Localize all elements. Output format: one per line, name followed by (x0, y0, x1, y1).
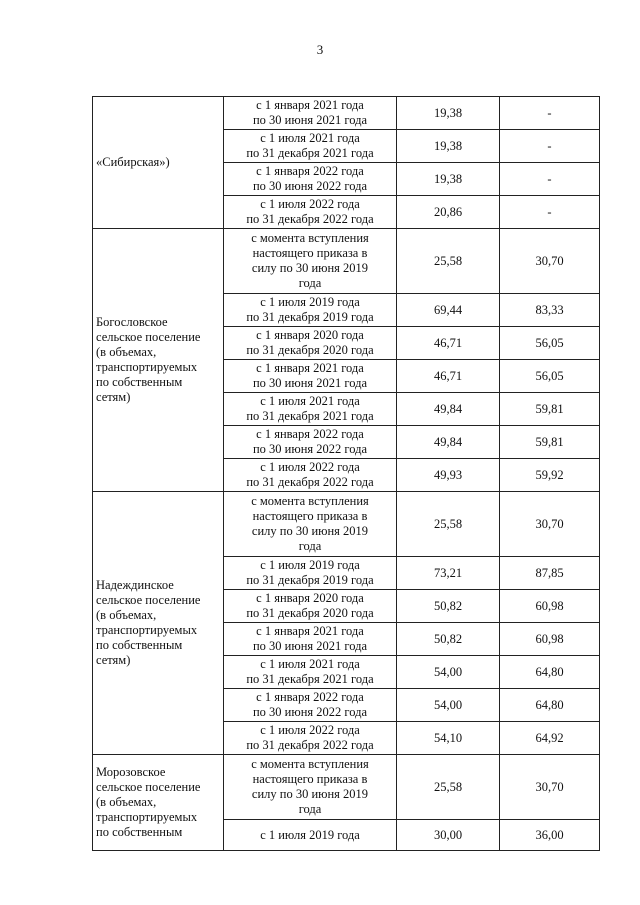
period-line: года (298, 802, 322, 816)
tariff-value-with-vat-cell: 83,33 (500, 294, 600, 327)
period-cell (224, 196, 397, 229)
period-line: силу по 30 июня 2019 (251, 524, 369, 538)
tariff-value-with-vat-cell: 30,70 (500, 229, 600, 294)
settlement-name-line: по собственным (96, 375, 183, 389)
period-line: по 31 декабря 2021 года (246, 146, 374, 160)
tariff-value-cell: 19,38 (397, 130, 500, 163)
period-cell (224, 623, 397, 656)
period-line: по 31 декабря 2022 года (246, 212, 374, 226)
tariff-value-with-vat-cell: 59,92 (500, 459, 600, 492)
tariff-value-with-vat-cell: 60,98 (500, 623, 600, 656)
tariff-value-cell: 54,00 (397, 689, 500, 722)
tariff-value-with-vat-cell: 36,00 (500, 820, 600, 851)
tariff-value-cell: 25,58 (397, 229, 500, 294)
period-line: по 30 июня 2022 года (252, 179, 368, 193)
period-line: с 1 июля 2021 года (260, 131, 360, 145)
settlement-name-line: сельское поселение (96, 593, 201, 607)
period-line: года (298, 276, 322, 290)
period-cell (224, 459, 397, 492)
tariff-value-with-vat-cell: - (500, 196, 600, 229)
period-line: с 1 июля 2022 года (260, 197, 360, 211)
tariff-value-with-vat-cell: 59,81 (500, 393, 600, 426)
tariff-value-with-vat-cell: 56,05 (500, 327, 600, 360)
period-line: с 1 июля 2019 года (260, 827, 360, 842)
period-line: с момента вступления (251, 757, 369, 771)
period-line: с 1 июля 2022 года (260, 723, 360, 737)
settlement-name-line: Богословское (96, 315, 168, 329)
period-line: с 1 июля 2019 года (260, 558, 360, 572)
period-line: по 31 декабря 2019 года (246, 573, 374, 587)
settlement-name-line: Морозовское (96, 765, 166, 779)
period-cell (224, 327, 397, 360)
period-cell (224, 590, 397, 623)
period-line: по 31 декабря 2022 года (246, 475, 374, 489)
tariff-value-with-vat-cell: 64,92 (500, 722, 600, 755)
settlement-name-line: «Сибирская») (96, 155, 170, 169)
period-line: года (298, 539, 322, 553)
tariff-value-cell: 54,10 (397, 722, 500, 755)
period-line: с 1 июля 2021 года (260, 394, 360, 408)
period-line: по 30 июня 2022 года (252, 705, 368, 719)
tariff-value-cell: 50,82 (397, 590, 500, 623)
tariff-value-with-vat-cell: - (500, 97, 600, 130)
settlement-name-line: (в объемах, (96, 608, 157, 622)
period-line: настоящего приказа в (252, 772, 368, 786)
tariff-value-cell: 69,44 (397, 294, 500, 327)
period-cell (224, 294, 397, 327)
period-line: с 1 января 2021 года (256, 624, 364, 638)
tariff-value-cell: 20,86 (397, 196, 500, 229)
tariff-value-cell: 49,84 (397, 393, 500, 426)
period-cell (224, 97, 397, 130)
period-cell (224, 492, 397, 557)
period-line: по 31 декабря 2021 года (246, 409, 374, 423)
settlement-name-line: транспортируемых (96, 623, 198, 637)
settlement-name-line: сетям) (96, 653, 131, 667)
period-line: с 1 января 2021 года (256, 98, 364, 112)
tariff-value-with-vat-cell: 64,80 (500, 656, 600, 689)
page-number: 3 (316, 42, 324, 57)
period-line: по 31 декабря 2022 года (246, 738, 374, 752)
tariff-value-with-vat-cell: - (500, 163, 600, 196)
tariff-value-cell: 49,93 (397, 459, 500, 492)
period-line: силу по 30 июня 2019 (251, 787, 369, 801)
period-cell (224, 163, 397, 196)
period-line: с 1 июля 2021 года (260, 657, 360, 671)
period-cell (224, 130, 397, 163)
period-line: с 1 января 2021 года (256, 361, 364, 375)
settlement-name-line: (в объемах, (96, 795, 157, 809)
period-line: по 30 июня 2021 года (252, 113, 368, 127)
period-cell (224, 689, 397, 722)
tariff-value-with-vat-cell: 59,81 (500, 426, 600, 459)
table-row (93, 755, 600, 820)
tariff-value-cell: 19,38 (397, 163, 500, 196)
period-line: с момента вступления (251, 494, 369, 508)
table-row (93, 229, 600, 294)
period-cell (224, 656, 397, 689)
tariff-value-cell: 73,21 (397, 557, 500, 590)
tariff-value-cell: 49,84 (397, 426, 500, 459)
tariff-value-cell: 19,38 (397, 97, 500, 130)
period-line: с 1 января 2020 года (256, 328, 364, 342)
tariff-value-cell: 54,00 (397, 656, 500, 689)
period-line: по 31 декабря 2020 года (246, 606, 374, 620)
tariff-value-with-vat-cell: 56,05 (500, 360, 600, 393)
settlement-name-cell (93, 492, 224, 755)
period-cell (224, 557, 397, 590)
period-line: по 30 июня 2021 года (252, 376, 368, 390)
settlement-name-line: сетям) (96, 390, 131, 404)
period-cell (224, 229, 397, 294)
tariff-value-with-vat-cell: 87,85 (500, 557, 600, 590)
tariff-value-with-vat-cell: 60,98 (500, 590, 600, 623)
settlement-name-line: по собственным (96, 825, 183, 839)
tariff-table (92, 96, 600, 851)
period-cell (224, 755, 397, 820)
period-cell (224, 360, 397, 393)
period-line: с 1 июля 2022 года (260, 460, 360, 474)
period-line: с 1 января 2022 года (256, 427, 364, 441)
settlement-name-line: сельское поселение (96, 330, 201, 344)
period-line: с 1 января 2022 года (256, 690, 364, 704)
period-line: по 31 декабря 2021 года (246, 672, 374, 686)
table-row (93, 97, 600, 130)
tariff-value-cell: 46,71 (397, 360, 500, 393)
period-cell (224, 393, 397, 426)
table-row (93, 492, 600, 557)
tariff-value-with-vat-cell: 30,70 (500, 755, 600, 820)
tariff-value-cell: 25,58 (397, 755, 500, 820)
settlement-name-cell (93, 229, 224, 492)
settlement-name-line: сельское поселение (96, 780, 201, 794)
period-line: с 1 января 2022 года (256, 164, 364, 178)
settlement-name-line: Надеждинское (96, 578, 174, 592)
period-line: по 31 декабря 2019 года (246, 310, 374, 324)
period-line: настоящего приказа в (252, 509, 368, 523)
tariff-value-cell: 46,71 (397, 327, 500, 360)
period-line: по 31 декабря 2020 года (246, 343, 374, 357)
settlement-name-line: транспортируемых (96, 360, 198, 374)
period-cell (224, 722, 397, 755)
settlement-name-cell (93, 97, 224, 229)
settlement-name-cell (93, 755, 224, 851)
tariff-value-cell: 30,00 (397, 820, 500, 851)
settlement-name-line: по собственным (96, 638, 183, 652)
tariff-value-with-vat-cell: - (500, 130, 600, 163)
tariff-value-cell: 50,82 (397, 623, 500, 656)
period-line: с 1 января 2020 года (256, 591, 364, 605)
period-line: силу по 30 июня 2019 (251, 261, 369, 275)
period-line: с 1 июля 2019 года (260, 295, 360, 309)
settlement-name-line: (в объемах, (96, 345, 157, 359)
settlement-name-line: транспортируемых (96, 810, 198, 824)
period-line: по 30 июня 2021 года (252, 639, 368, 653)
tariff-table-body (93, 97, 600, 851)
period-cell (224, 426, 397, 459)
tariff-value-with-vat-cell: 30,70 (500, 492, 600, 557)
period-cell (224, 820, 397, 851)
period-line: по 30 июня 2022 года (252, 442, 368, 456)
period-line: с момента вступления (251, 231, 369, 245)
tariff-value-cell: 25,58 (397, 492, 500, 557)
tariff-value-with-vat-cell: 64,80 (500, 689, 600, 722)
period-line: настоящего приказа в (252, 246, 368, 260)
